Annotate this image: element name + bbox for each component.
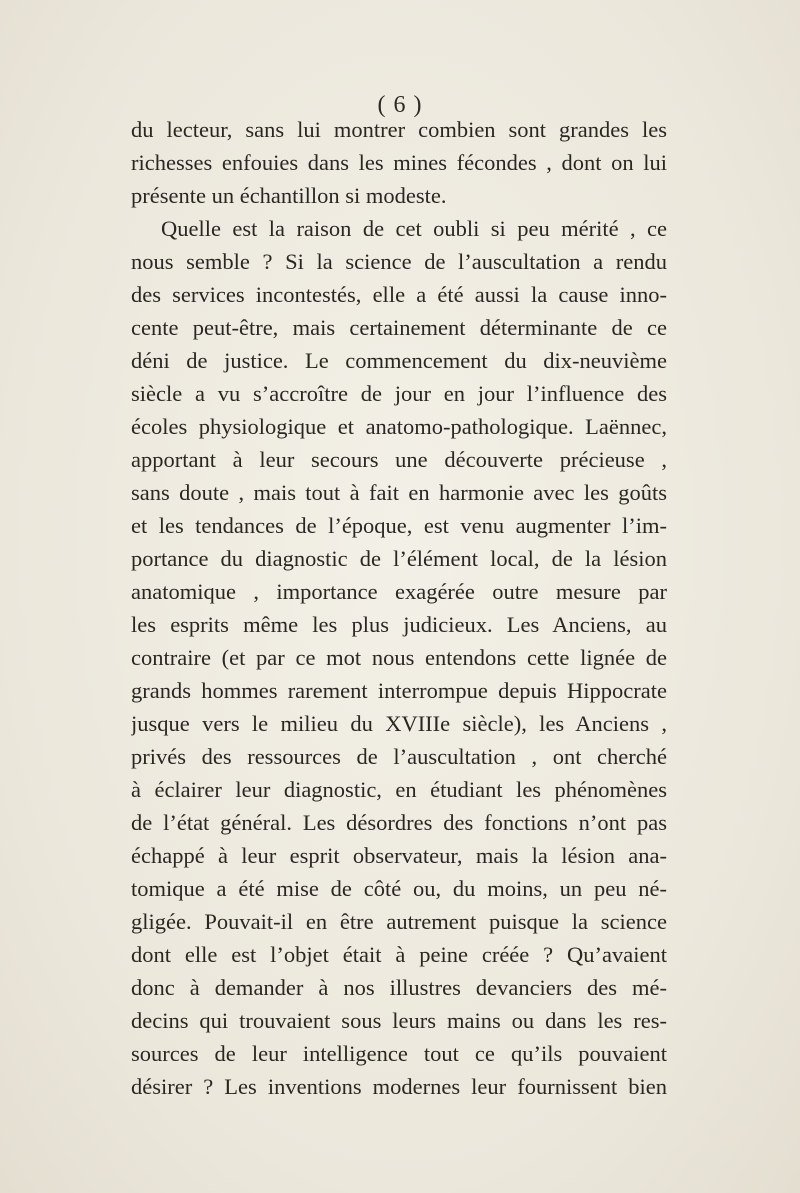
text-line: Quelle est la raison de cet oubli si peu mérité , ce bbox=[161, 216, 667, 241]
text-line: portance du diagnostic de l’élément local, de la lésion bbox=[131, 546, 667, 571]
text-line: sources de leur intelligence tout ce qu’ils pouvaient bbox=[131, 1041, 667, 1066]
text-line: déni de justice. Le commencement du dix-neuvième bbox=[131, 348, 667, 373]
text-line: les esprits même les plus judicieux. Les Anciens, au bbox=[131, 612, 667, 637]
text-line: du lecteur, sans lui montrer combien sont grandes les bbox=[131, 117, 667, 142]
text-line: richesses enfouies dans les mines fécondes , dont on lui bbox=[131, 150, 667, 175]
text-line: jusque vers le milieu du XVIIIe siècle), les Anciens , bbox=[131, 711, 667, 736]
text-line: à éclairer leur diagnostic, en étudiant les phénomènes bbox=[131, 777, 667, 802]
text-line: tomique a été mise de côté ou, du moins, un peu né- bbox=[131, 876, 667, 901]
text-line: grands hommes rarement interrompue depuis Hippocrate bbox=[131, 678, 667, 703]
text-line: des services incontestés, elle a été aussi la cause inno- bbox=[131, 282, 667, 307]
text-line: apportant à leur secours une découverte précieuse , bbox=[131, 447, 667, 472]
text-line: gligée. Pouvait-il en être autrement puisque la science bbox=[131, 909, 667, 934]
text-line: contraire (et par ce mot nous entendons cette lignée de bbox=[131, 645, 667, 670]
text-line: donc à demander à nos illustres devanciers des mé- bbox=[131, 975, 667, 1000]
text-line: siècle a vu s’accroître de jour en jour l’influence des bbox=[131, 381, 667, 406]
text-line: nous semble ? Si la science de l’auscultation a rendu bbox=[131, 249, 667, 274]
text-line: dont elle est l’objet était à peine créée ? Qu’avaient bbox=[131, 942, 667, 967]
text-line: privés des ressources de l’auscultation , ont cherché bbox=[131, 744, 667, 769]
text-line: échappé à leur esprit observateur, mais la lésion ana- bbox=[131, 843, 667, 868]
text-line: présente un échantillon si modeste. bbox=[131, 183, 447, 208]
text-line: écoles physiologique et anatomo-pathologique. Laënnec, bbox=[131, 414, 667, 439]
text-line: désirer ? Les inventions modernes leur fournissent bien bbox=[131, 1074, 667, 1099]
text-line: cente peut-être, mais certainement déterminante de ce bbox=[131, 315, 667, 340]
text-line: decins qui trouvaient sous leurs mains ou dans les res- bbox=[131, 1008, 667, 1033]
text-line: anatomique , importance exagérée outre mesure par bbox=[131, 579, 667, 604]
text-line: sans doute , mais tout à fait en harmonie avec les goûts bbox=[131, 480, 667, 505]
page-body-text bbox=[131, 113, 667, 1103]
text-line: de l’état général. Les désordres des fonctions n’ont pas bbox=[131, 810, 667, 835]
page-number: ( 6 ) bbox=[377, 92, 423, 118]
text-line: et les tendances de l’époque, est venu augmenter l’im- bbox=[131, 513, 667, 538]
